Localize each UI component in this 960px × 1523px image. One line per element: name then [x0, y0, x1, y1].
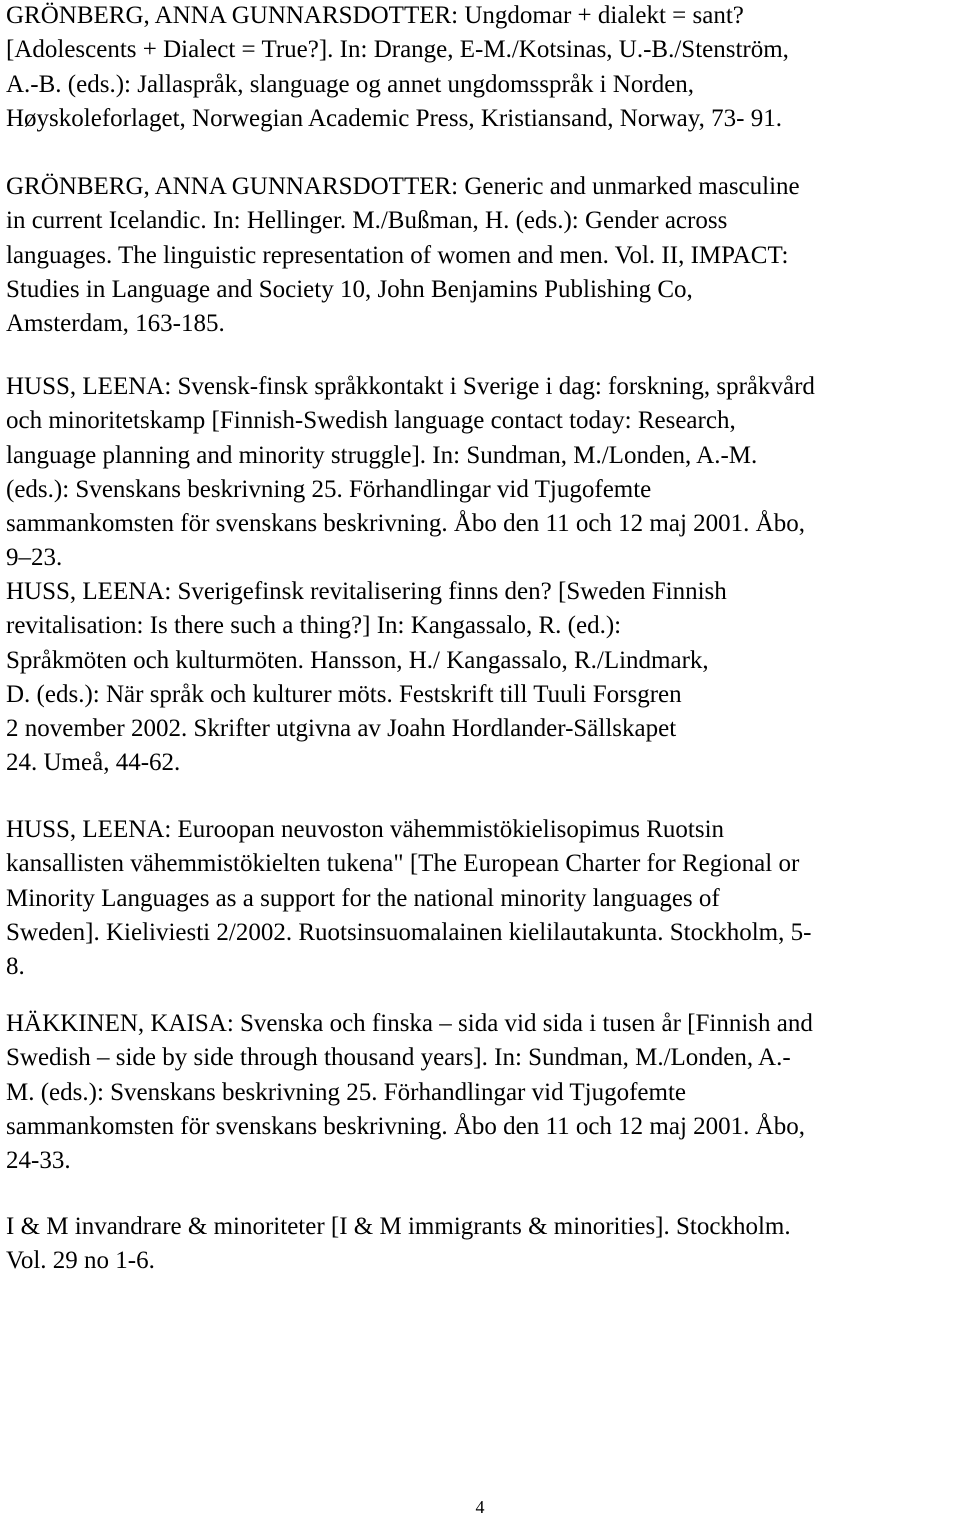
- reference-line: 9–23.: [6, 544, 63, 572]
- reference-line: Studies in Language and Society 10, John Benjamins Publishing Co,: [6, 275, 693, 303]
- reference-line: HÄKKINEN, KAISA: Svenska och finska – sida vid sida i tusen år [Finnish and: [6, 1010, 813, 1037]
- reference-line: och minoritetskamp [Finnish-Swedish language contact today: Research,: [6, 407, 736, 435]
- reference-line: HUSS, LEENA: Svensk-finsk språkkontakt i Sverige i dag: forskning, språkvård: [6, 373, 815, 400]
- reference-entry: [6, 0, 789, 136]
- reference-line: (eds.): Svenskans beskrivning 25. Förhandlingar vid Tjugofemte: [6, 475, 652, 503]
- reference-line: language planning and minority struggle]. In: Sundman, M./Londen, A.-M.: [6, 441, 758, 469]
- reference-line: sammankomsten för svenskans beskrivning. Åbo den 11 och 12 maj 2001. Åbo,: [6, 510, 805, 538]
- reference-line: Minority Languages as a support for the national minority languages of: [6, 884, 720, 912]
- reference-line: sammankomsten för svenskans beskrivning. Åbo den 11 och 12 maj 2001. Åbo,: [6, 1112, 805, 1140]
- reference-entry: [6, 170, 800, 341]
- reference-entry: [6, 813, 811, 984]
- reference-line: GRÖNBERG, ANNA GUNNARSDOTTER: Ungdomar + dialekt = sant?: [6, 2, 744, 29]
- reference-entry: [6, 370, 815, 576]
- reference-line: Sweden]. Kieliviesti 2/2002. Ruotsinsuomalainen kielilautakunta. Stockholm, 5-: [6, 918, 812, 946]
- reference-line: HUSS, LEENA: Sverigefinsk revitalisering finns den? [Sweden Finnish: [6, 578, 727, 605]
- reference-line: [Adolescents + Dialect = True?]. In: Drange, E-M./Kotsinas, U.-B./Stenström,: [6, 36, 789, 64]
- reference-line: I & M invandrare & minoriteter [I & M immigrants & minorities]. Stockholm.: [6, 1213, 791, 1240]
- reference-line: in current Icelandic. In: Hellinger. M./Bußman, H. (eds.): Gender across: [6, 207, 728, 235]
- reference-line: 8.: [6, 953, 25, 981]
- reference-line: Høyskoleforlaget, Norwegian Academic Press, Kristiansand, Norway, 73- 91.: [6, 104, 782, 132]
- reference-line: 24-33.: [6, 1147, 71, 1175]
- reference-line: A.-B. (eds.): Jallaspråk, slanguage og annet ungdomsspråk i Norden,: [6, 70, 695, 98]
- page-number: 4: [475, 1497, 485, 1517]
- reference-entry: [6, 1007, 813, 1178]
- reference-line: Vol. 29 no 1-6.: [6, 1247, 155, 1275]
- reference-line: HUSS, LEENA: Euroopan neuvoston vähemmistökielisopimus Ruotsin: [6, 816, 725, 843]
- reference-line: D. (eds.): När språk och kulturer möts. Festskrift till Tuuli Forsgren: [6, 680, 682, 708]
- reference-line: revitalisation: Is there such a thing?] In: Kangassalo, R. (ed.):: [6, 612, 622, 640]
- reference-line: kansallisten vähemmistökielten tukena" [The European Charter for Regional or: [6, 850, 800, 878]
- reference-line: languages. The linguistic representation of women and men. Vol. II, IMPACT:: [6, 241, 789, 269]
- reference-line: 24. Umeå, 44-62.: [6, 749, 181, 777]
- reference-entry: [6, 575, 727, 781]
- reference-line: Swedish – side by side through thousand years]. In: Sundman, M./Londen, A.-: [6, 1044, 791, 1072]
- reference-line: GRÖNBERG, ANNA GUNNARSDOTTER: Generic and unmarked masculine: [6, 173, 800, 200]
- reference-line: Språkmöten och kulturmöten. Hansson, H./ Kangassalo, R./Lindmark,: [6, 646, 709, 674]
- reference-line: 2 november 2002. Skrifter utgivna av Joahn Hordlander-Sällskapet: [6, 715, 677, 743]
- reference-entry: [6, 1210, 791, 1279]
- reference-line: M. (eds.): Svenskans beskrivning 25. Förhandlingar vid Tjugofemte: [6, 1078, 687, 1106]
- reference-line: Amsterdam, 163-185.: [6, 310, 225, 338]
